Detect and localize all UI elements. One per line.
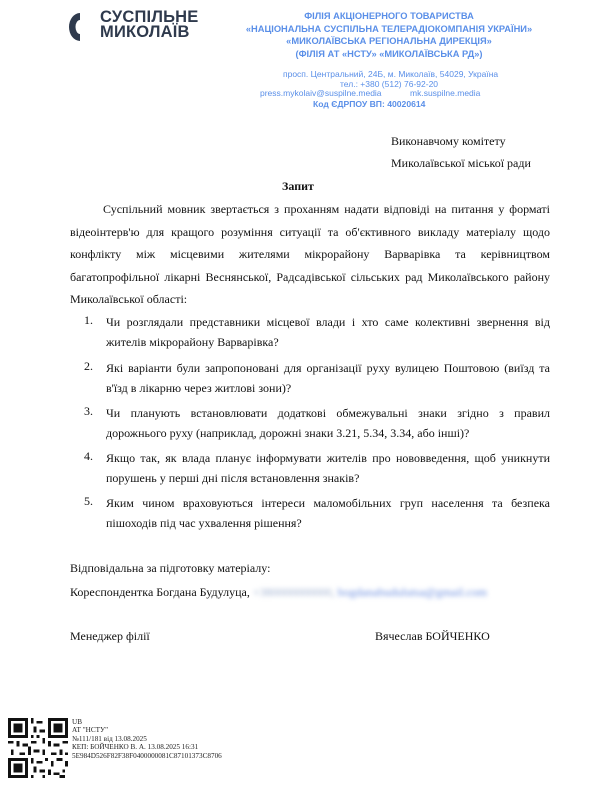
org-line: «МИКОЛАЇВСЬКА РЕГІОНАЛЬНА ДИРЕКЦІЯ» — [286, 36, 492, 47]
question-text: Якщо так, як влада планує інформувати жителів про нововведення, щоб уникнути порушень у перші дні після встановлення знаків? — [106, 451, 550, 485]
intro-paragraph: Суспільний мовник звертається з проханням надати відповіді на питання у форматі відеоінтерв'ю для кращого розуміння ситуації та об'єктивного викладу матеріалу щодо конфлікту між місцевими жителями мікрорайону Варварівка та керівництвом багатопрофільної лікарні Веснянської, Радсадівської сільських рад Миколаївського району Миколаївської області: — [70, 202, 550, 306]
question-number: 3. — [84, 404, 93, 418]
question-number: 4. — [84, 449, 93, 463]
question-text: Чи планують встановлювати додаткові обмежувальні знаки згідно з правил дорожнього руху (наприклад, дорожні знаки 3.21, 5.34, 3.34, або інші)? — [106, 406, 550, 440]
question-number: 5. — [84, 494, 93, 508]
logo-line2: МИКОЛАЇВ — [100, 23, 190, 41]
org-name — [224, 10, 554, 60]
registration-stamp — [72, 718, 222, 760]
document-title: Запит — [282, 179, 314, 193]
stamp-line: КЕП: БОЙЧЕНКО В. А. 13.08.2025 16:31 — [72, 743, 199, 752]
org-line: «НАЦІОНАЛЬНА СУСПІЛЬНА ТЕЛЕРАДІОКОМПАНІЯ УКРАЇНИ» — [245, 23, 533, 34]
stamp-line: №111/181 від 13.08.2025 — [72, 734, 147, 743]
org-website: mk.suspilne.media — [410, 88, 481, 98]
question-text: Які варіанти були запропоновані для організації руху вулицею Поштовою (виїзд та в'їзд в лікарню через житлові зони)? — [106, 361, 550, 395]
correspondent-name: Кореспондентка Богдана Будулуца, — [70, 585, 250, 599]
signatory-role: Менеджер філії — [70, 629, 150, 643]
addressee-line2: Миколаївської міської ради — [391, 156, 531, 170]
logo-text — [100, 10, 198, 40]
question-number: 1. — [84, 313, 93, 327]
stamp-line: 5E984D526F82F38F0400000081C87101373C8706 — [72, 751, 222, 760]
stamp-line: UB — [72, 718, 82, 726]
org-email: press.mykolaiv@suspilne.media — [260, 88, 382, 98]
org-edrpou: Код ЄДРПОУ ВП: 40020614 — [313, 99, 426, 109]
question-number: 2. — [84, 359, 93, 373]
signatory-name: Вячеслав БОЙЧЕНКО — [375, 629, 490, 643]
suspilne-logo-icon — [66, 10, 94, 44]
redacted-email[interactable]: bogdanabudulutsa@gmail.com — [337, 585, 487, 599]
org-line: (ФІЛІЯ АТ «НСТУ» «МИКОЛАЇВСЬКА РД») — [295, 48, 483, 59]
logo-line1: СУСПІЛЬНЕ — [100, 8, 199, 26]
org-line: ФІЛІЯ АКЦІОНЕРНОГО ТОВАРИСТВА — [304, 11, 474, 21]
addressee-line1: Виконавчому комітету — [391, 134, 506, 148]
qr-code-icon — [8, 718, 68, 778]
org-address: просп. Центральний, 24Б, м. Миколаїв, 54029, Україна — [283, 69, 499, 79]
org-phone: тел.: +380 (512) 76-92-20 — [340, 79, 439, 89]
responsible-label: Відповідальна за підготовку матеріалу: — [70, 561, 271, 575]
stamp-line: АТ "НСТУ" — [72, 726, 109, 735]
question-text: Чи розглядали представники місцевої влади і хто саме колективні звернення від жителів мікрорайону Варварівка? — [106, 315, 550, 349]
redacted-phone: +380000000000, — [252, 585, 335, 599]
correspondent-line — [70, 584, 487, 600]
question-text: Яким чином враховуються інтереси маломобільних груп населення та безпека пішоходів під час ухвалення рішення? — [106, 496, 550, 530]
